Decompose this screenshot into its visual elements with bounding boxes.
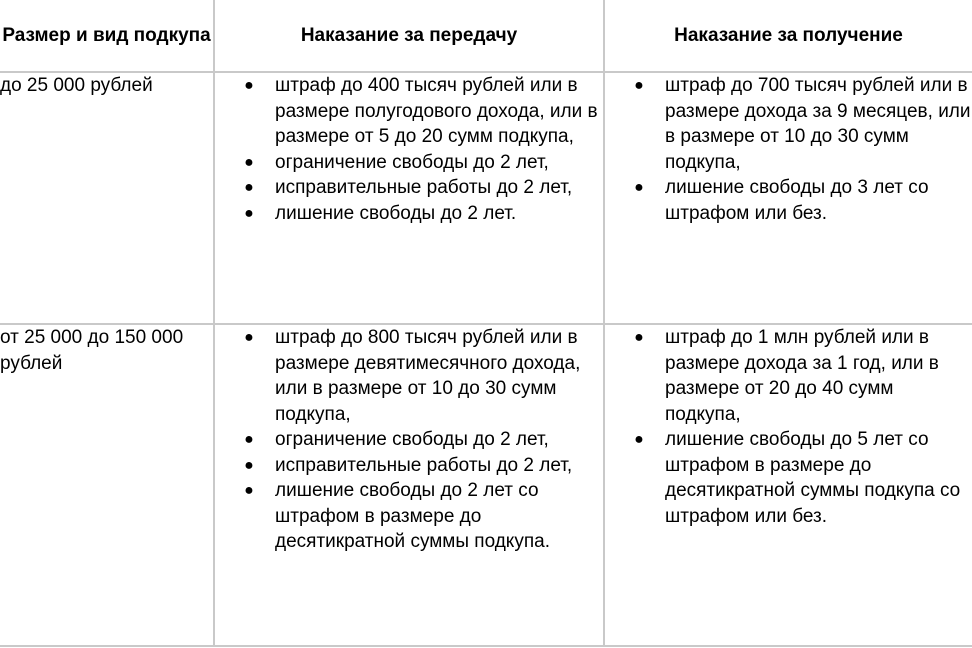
list-item (605, 175, 972, 226)
giving-list (215, 325, 603, 555)
list-item-text: лишение свободы до 5 лет со штрафом в размере до десятикратной суммы подкупа со штрафом или без. (665, 429, 961, 527)
bullet-icon: ● (244, 153, 254, 171)
bullet-icon: ● (244, 431, 254, 448)
list-item (215, 453, 603, 479)
size-cell: от 25 000 до 150 000 рублей (0, 324, 214, 646)
list-item (215, 478, 603, 555)
list-item (215, 175, 603, 201)
bullet-icon: ● (634, 431, 644, 448)
giving-list (215, 73, 603, 226)
list-item-text: ограничение свободы до 2 лет, (275, 429, 549, 450)
list-item (215, 325, 603, 427)
bullet-icon: ● (244, 77, 254, 94)
bullet-icon: ● (244, 482, 254, 499)
header-size: Размер и вид подкупа (0, 0, 214, 72)
header-row (0, 0, 972, 72)
size-cell: до 25 000 рублей (0, 72, 214, 324)
bullet-icon: ● (244, 456, 254, 474)
giving-cell (214, 72, 604, 324)
list-item-text: лишение свободы до 2 лет. (275, 202, 517, 224)
list-item (605, 73, 972, 175)
header-receiving: Наказание за получение (604, 0, 972, 72)
list-item (215, 427, 603, 453)
receiving-list (605, 73, 972, 226)
list-item-text: исправительные работы до 2 лет, (275, 454, 573, 476)
table-row (0, 324, 972, 646)
list-item (215, 201, 603, 227)
header-giving: Наказание за передачу (214, 0, 604, 72)
bullet-icon: ● (244, 329, 254, 346)
list-item-text: лишение свободы до 2 лет со штрафом в размере до десятикратной суммы подкупа. (275, 480, 550, 552)
list-item (605, 427, 972, 529)
list-item-text: ограничение свободы до 2 лет, (275, 151, 549, 173)
list-item (605, 325, 972, 427)
receiving-cell (604, 324, 972, 646)
list-item-text: штраф до 700 тысяч рублей или в размере дохода за 9 месяцев, или в размере от 10 до 30 сумм подкупа, (665, 75, 971, 173)
bullet-icon: ● (244, 204, 254, 222)
list-item-text: исправительные работы до 2 лет, (275, 177, 573, 198)
receiving-list (605, 325, 972, 529)
giving-cell (214, 324, 604, 646)
list-item (215, 73, 603, 150)
bullet-icon: ● (634, 77, 644, 94)
bullet-icon: ● (244, 179, 254, 196)
bullet-icon: ● (634, 179, 644, 196)
list-item-text: штраф до 800 тысяч рублей или в размере девятимесячного дохода, или в размере от 10 до 30 сумм подкупа, (275, 327, 581, 425)
receiving-cell (604, 72, 972, 324)
bullet-icon: ● (634, 329, 644, 346)
list-item-text: штраф до 400 тысяч рублей или в размере полугодового дохода, или в размере от 5 до 20 сумм подкупа, (275, 75, 598, 147)
list-item-text: лишение свободы до 3 лет со штрафом или без. (665, 177, 929, 224)
list-item-text: штраф до 1 млн рублей или в размере дохода за 1 год, или в размере от 20 до 40 сумм подкупа, (665, 327, 939, 425)
table-row (0, 72, 972, 324)
list-item (215, 150, 603, 176)
